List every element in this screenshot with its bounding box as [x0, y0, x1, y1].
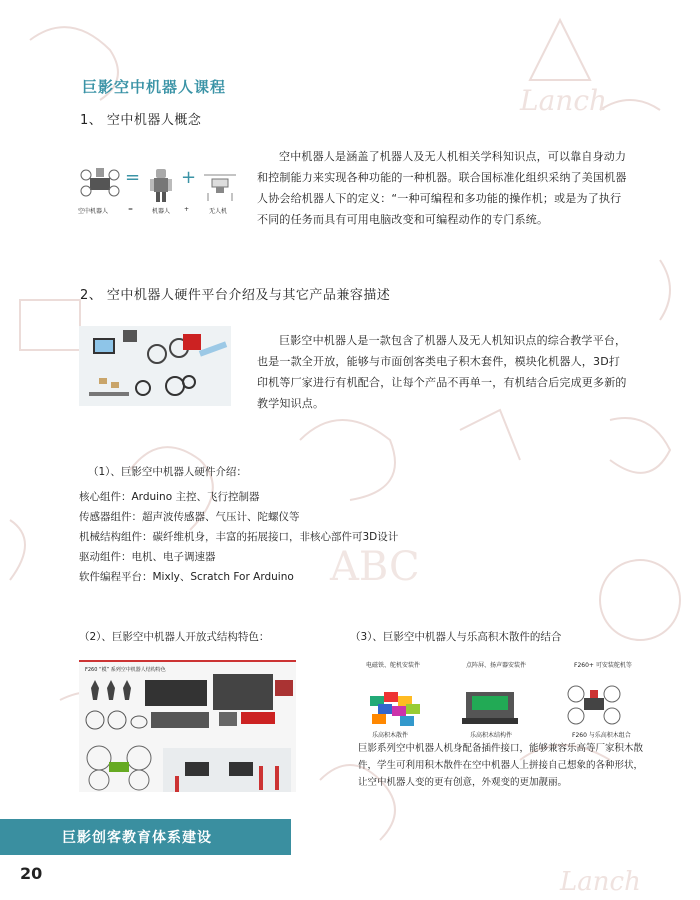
lego-label-bottom: 乐高积木散件	[372, 732, 409, 739]
plus-sign: +	[181, 167, 197, 188]
eq-label: 无人机	[209, 208, 228, 215]
doodle-text: Lanch	[560, 867, 641, 897]
hardware-list	[79, 487, 398, 587]
list-item: 机械结构组件：碳纤维机身，丰富的拓展接口，非核心部件可3D设计	[79, 531, 399, 543]
section2-heading: 2、 空中机器人硬件平台介绍及与其它产品兼容描述	[80, 288, 391, 303]
list-item: 传感器组件：超声波传感器、气压计、陀螺仪等	[79, 511, 300, 523]
concept-equation-image	[78, 163, 246, 218]
open-structure-heading: （2）、巨影空中机器人开放式结构特色：	[79, 631, 270, 643]
doodle-text: ABC	[330, 544, 420, 590]
lego-image	[358, 660, 638, 740]
drone-icon	[204, 175, 236, 201]
lego-label-top: F260+ 可安装舵机等	[574, 662, 632, 669]
eq-label: 机器人	[152, 208, 171, 215]
lego-heading: （3）、巨影空中机器人与乐高积木散件的结合	[350, 631, 562, 643]
structure-image-caption: F260 “模” 系列空中机器人结构特色	[85, 667, 166, 673]
page-number: 20	[20, 864, 43, 883]
lego-label-top: 点阵屏、扬声器安装件	[466, 662, 527, 669]
doodle-text: Lanch	[520, 84, 608, 117]
eq-label: =	[128, 206, 134, 213]
section2-paragraph: 巨影空中机器人是一款包含了机器人及无人机知识点的综合教学平台，也是一款全开放，能够与市面创客类电子积木套件，模块化机器人，3D打印机等厂家进行有机配合，让每个产品不再单一，有机结合后完成更多新的教学知识点。	[257, 334, 627, 410]
list-item: 驱动组件：电机、电子调速器	[79, 551, 216, 563]
lego-paragraph: 巨影系列空中机器人机身配备插件接口，能够兼容乐高等厂家积木散件，学生可利用积木散件在空中机器人上拼接自己想象的各种形状，让空中机器人变的更有创意，外观变的更加靓丽。	[358, 743, 644, 788]
eq-label: +	[184, 206, 190, 213]
lego-label-bottom: F260 与乐高积木组合	[572, 732, 631, 739]
hardware-photo	[79, 326, 231, 406]
lego-structure-icon	[462, 692, 518, 724]
section1-heading: 1、 空中机器人概念	[80, 113, 202, 128]
section1-paragraph: 空中机器人是涵盖了机器人及无人机相关学科知识点，可以靠自身动力和控制能力来实现各种功能的一种机器。联合国标准化组织采纳了美国机器人协会给机器人下的定义：“一种可编程和多功能的操作机；或是为了执行不同的任务而具有可用电脑改变和可编程动作的专门系统。	[257, 150, 627, 226]
lego-bricks-icon	[370, 692, 420, 726]
list-item: 核心组件：Arduino 主控、飞行控制器	[79, 491, 260, 503]
footer-bar	[0, 819, 291, 855]
aerial-robot-icon	[81, 168, 119, 196]
page-title: 巨影空中机器人课程	[82, 78, 227, 96]
humanoid-robot-icon	[150, 169, 172, 202]
structure-image	[79, 660, 296, 792]
eq-label: 空中机器人	[78, 208, 109, 215]
hardware-heading: （1）、巨影空中机器人硬件介绍：	[88, 466, 247, 478]
footer-title: 巨影创客教育体系建设	[62, 830, 212, 846]
lego-label-top: 电磁铁、舵机安装件	[366, 662, 421, 669]
f260-drone-icon	[568, 686, 620, 724]
list-item: 软件编程平台：Mixly、Scratch For Arduino	[79, 571, 294, 583]
lego-label-bottom: 乐高积木结构件	[470, 732, 513, 739]
equals-sign: =	[125, 167, 141, 188]
